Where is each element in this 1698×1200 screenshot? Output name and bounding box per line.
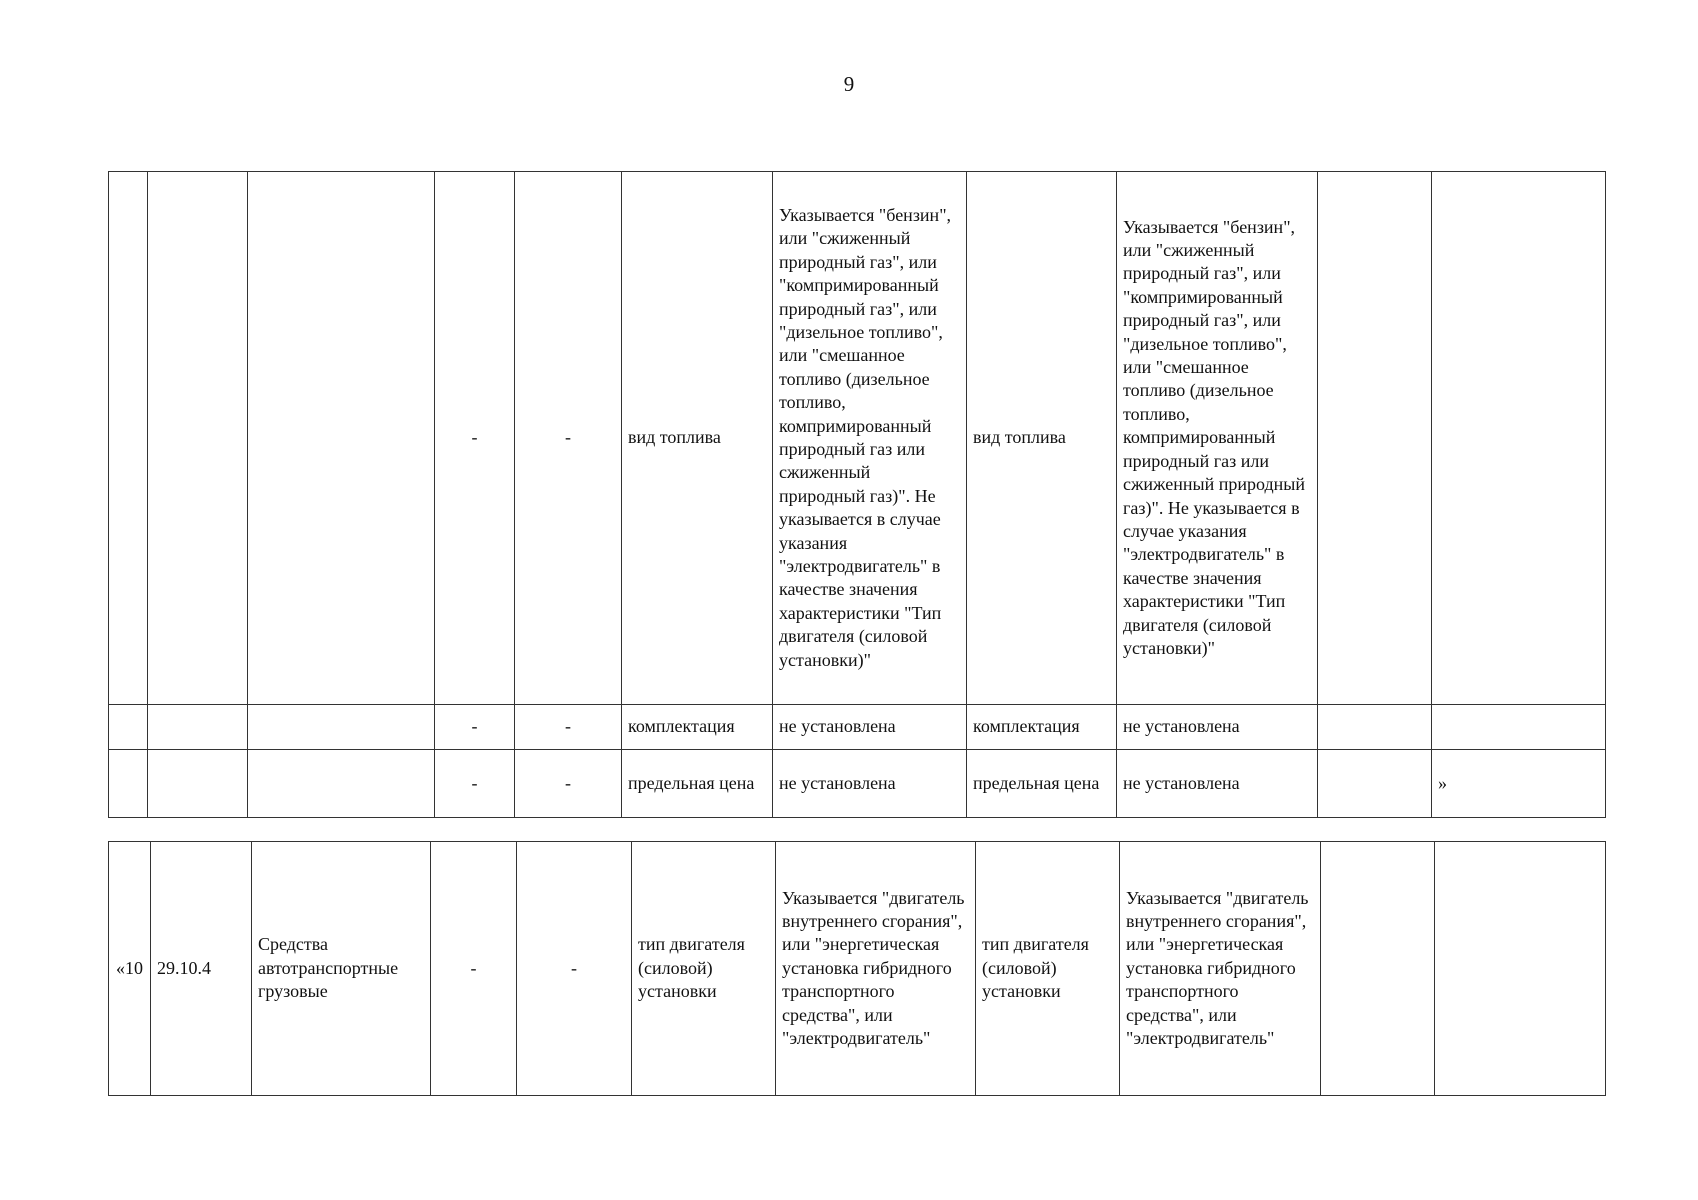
cell-characteristic-value: Указывается "двигатель внутреннего сгорания", или "энергетическая установка гибридного транспортного средства", или "электродвигатель" bbox=[776, 842, 976, 1096]
cell-okpd-code: 29.10.4 bbox=[151, 842, 252, 1096]
cell-characteristic-value: не установлена bbox=[1117, 705, 1318, 750]
cell-okpd-code bbox=[148, 750, 248, 818]
cell-okpd-code bbox=[148, 705, 248, 750]
cell-characteristic-value: Указывается "бензин", или "сжиженный природный газ", или "компримированный природный газ", или "дизельное топливо", или "смешанное топливо (дизельное топливо, компримированный природный газ или сжиженный природный газ)". Не указывается в случае указания "электродвигатель" в качестве значения характеристики "Тип двигателя (силовой установки)" bbox=[1117, 172, 1318, 705]
cell-product-name bbox=[248, 705, 435, 750]
cell-number bbox=[109, 705, 148, 750]
cell-empty bbox=[1318, 172, 1432, 705]
cell-characteristic-name: вид топлива bbox=[622, 172, 773, 705]
cell-characteristic-value: Указывается "бензин", или "сжиженный природный газ", или "компримированный природный газ", или "дизельное топливо", или "смешанное топливо (дизельное топливо, компримированный природный газ или сжиженный природный газ)". Не указывается в случае указания "электродвигатель" в качестве значения характеристики "Тип двигателя (силовой установки)" bbox=[773, 172, 967, 705]
cell-dash: - bbox=[435, 705, 515, 750]
cell-dash: - bbox=[515, 750, 622, 818]
cell-empty bbox=[1318, 705, 1432, 750]
characteristics-table-new-entry bbox=[108, 841, 1606, 1096]
table-row bbox=[109, 705, 1606, 750]
cell-empty bbox=[1432, 705, 1606, 750]
table-row bbox=[109, 842, 1606, 1096]
cell-empty bbox=[1432, 172, 1606, 705]
cell-characteristic-name: вид топлива bbox=[967, 172, 1117, 705]
cell-number: «10 bbox=[109, 842, 151, 1096]
cell-dash: - bbox=[515, 172, 622, 705]
cell-characteristic-name: предельная цена bbox=[622, 750, 773, 818]
cell-characteristic-name: комплектация bbox=[622, 705, 773, 750]
cell-dash: - bbox=[515, 705, 622, 750]
cell-dash: - bbox=[435, 750, 515, 818]
cell-characteristic-value: не установлена bbox=[1117, 750, 1318, 818]
cell-characteristic-name: предельная цена bbox=[967, 750, 1117, 818]
cell-empty bbox=[1321, 842, 1435, 1096]
cell-characteristic-name: тип двигателя (силовой) установки bbox=[976, 842, 1120, 1096]
cell-characteristic-value: Указывается "двигатель внутреннего сгорания", или "энергетическая установка гибридного транспортного средства", или "электродвигатель" bbox=[1120, 842, 1321, 1096]
cell-closing-quote: » bbox=[1432, 750, 1606, 818]
cell-characteristic-value: не установлена bbox=[773, 750, 967, 818]
cell-number bbox=[109, 172, 148, 705]
cell-characteristic-name: комплектация bbox=[967, 705, 1117, 750]
cell-product-name bbox=[248, 750, 435, 818]
cell-number bbox=[109, 750, 148, 818]
table-row bbox=[109, 750, 1606, 818]
cell-characteristic-value: не установлена bbox=[773, 705, 967, 750]
characteristics-table-continued bbox=[108, 171, 1606, 818]
cell-dash: - bbox=[435, 172, 515, 705]
cell-product-name: Средства автотранспортные грузовые bbox=[252, 842, 431, 1096]
cell-empty bbox=[1435, 842, 1606, 1096]
page-number: 9 bbox=[843, 72, 855, 96]
cell-dash: - bbox=[431, 842, 517, 1096]
cell-empty bbox=[1318, 750, 1432, 818]
cell-product-name bbox=[248, 172, 435, 705]
cell-okpd-code bbox=[148, 172, 248, 705]
cell-dash: - bbox=[517, 842, 632, 1096]
cell-characteristic-name: тип двигателя (силовой) установки bbox=[632, 842, 776, 1096]
table-row bbox=[109, 172, 1606, 705]
